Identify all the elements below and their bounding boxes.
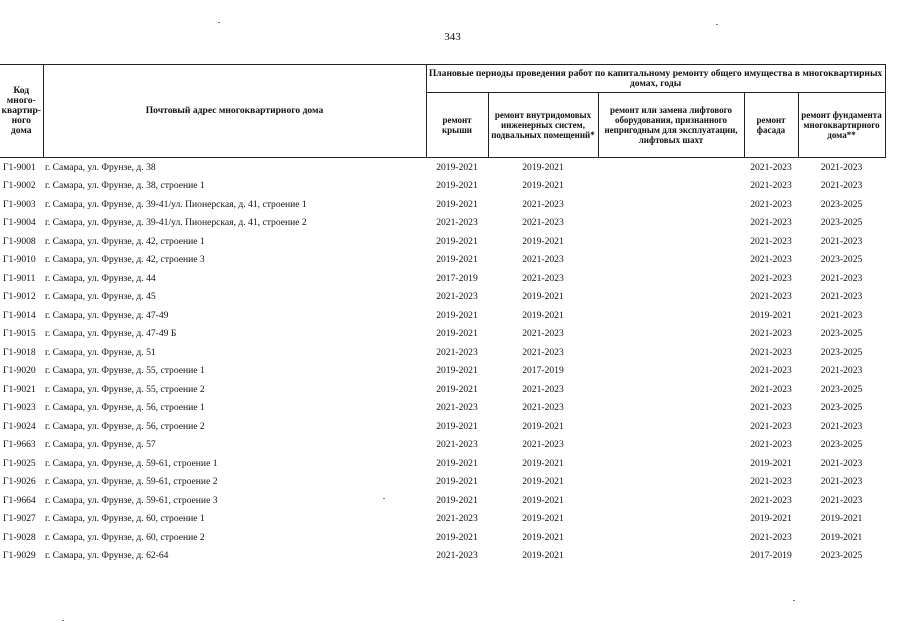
table-row — [0, 251, 885, 270]
roof-period: 2021-2023 — [436, 439, 478, 451]
roof-period: 2019-2021 — [436, 198, 478, 210]
roof-period: 2019-2021 — [436, 365, 478, 377]
house-code: Г1-9026 — [3, 476, 36, 488]
foundation-period: 2021-2023 — [820, 180, 863, 192]
facade-period: 2021-2023 — [750, 291, 792, 303]
header-code: Код много-квартир-ного дома — [0, 65, 43, 158]
scan-speck — [793, 600, 795, 601]
foundation-period: 2023-2025 — [820, 198, 863, 210]
scan-speck — [716, 24, 718, 25]
house-code: Г1-9010 — [3, 254, 36, 266]
foundation-period: 2021-2023 — [820, 457, 863, 469]
house-code: Г1-9024 — [3, 420, 36, 432]
table-row — [0, 214, 885, 233]
elevator-period — [598, 510, 744, 529]
elevator-period — [598, 399, 744, 418]
facade-period: 2021-2023 — [750, 328, 792, 340]
facade-period: 2019-2021 — [750, 457, 792, 469]
house-address: г. Самара, ул. Фрунзе, д. 51 — [45, 346, 156, 358]
facade-period: 2021-2023 — [750, 402, 792, 414]
table-row — [0, 399, 885, 418]
roof-period: 2019-2021 — [436, 180, 478, 192]
table-row — [0, 158, 885, 177]
house-code: Г1-9027 — [3, 513, 36, 525]
table-row — [0, 491, 885, 510]
header-elevator: ремонт или замена лифтового оборудования, признанного непригодным для эксплуатации, лифтовых шахт — [598, 93, 744, 158]
facade-period: 2021-2023 — [750, 161, 792, 173]
roof-period: 2017-2019 — [436, 272, 478, 284]
house-address: г. Самара, ул. Фрунзе, д. 59-61, строение 3 — [45, 494, 218, 506]
roof-period: 2019-2021 — [436, 531, 478, 543]
table-row — [0, 362, 885, 381]
systems-period: 2021-2023 — [522, 217, 564, 229]
house-code: Г1-9029 — [3, 550, 36, 562]
house-code: Г1-9004 — [3, 217, 36, 229]
roof-period: 2019-2021 — [436, 161, 478, 173]
roof-period: 2019-2021 — [436, 254, 478, 266]
roof-period: 2019-2021 — [436, 420, 478, 432]
systems-period: 2021-2023 — [522, 328, 564, 340]
house-code: Г1-9020 — [3, 365, 36, 377]
header-periods: Плановые периоды проведения работ по капитальному ремонту общего имущества в многоквартирных домах, годы — [426, 65, 885, 93]
facade-period: 2021-2023 — [750, 420, 792, 432]
house-address: г. Самара, ул. Фрунзе, д. 60, строение 1 — [45, 513, 205, 525]
foundation-period: 2021-2023 — [820, 476, 863, 488]
table-row — [0, 288, 885, 307]
facade-period: 2021-2023 — [750, 272, 792, 284]
elevator-period — [598, 343, 744, 362]
house-address: г. Самара, ул. Фрунзе, д. 56, строение 1 — [45, 402, 205, 414]
house-code: Г1-9664 — [3, 494, 36, 506]
table-row — [0, 177, 885, 196]
roof-period: 2019-2021 — [436, 476, 478, 488]
systems-period: 2021-2023 — [522, 383, 564, 395]
table-row — [0, 436, 885, 455]
systems-period: 2021-2023 — [522, 272, 564, 284]
foundation-period: 2021-2023 — [820, 291, 863, 303]
header-roof: ремонт крыши — [426, 93, 488, 158]
elevator-period — [598, 491, 744, 510]
elevator-period — [598, 473, 744, 492]
foundation-period: 2019-2021 — [820, 513, 863, 525]
systems-period: 2019-2021 — [522, 309, 564, 321]
facade-period: 2021-2023 — [750, 235, 792, 247]
house-address: г. Самара, ул. Фрунзе, д. 59-61, строение 1 — [45, 457, 218, 469]
foundation-period: 2021-2023 — [820, 309, 863, 321]
systems-period: 2019-2021 — [522, 161, 564, 173]
elevator-period — [598, 232, 744, 251]
house-address: г. Самара, ул. Фрунзе, д. 60, строение 2 — [45, 531, 205, 543]
foundation-period: 2023-2025 — [820, 550, 863, 562]
systems-period: 2019-2021 — [522, 235, 564, 247]
systems-period: 2019-2021 — [522, 180, 564, 192]
facade-period: 2019-2021 — [750, 513, 792, 525]
table-row — [0, 417, 885, 436]
roof-period: 2021-2023 — [436, 346, 478, 358]
foundation-period: 2023-2025 — [820, 383, 863, 395]
foundation-period: 2023-2025 — [820, 217, 863, 229]
house-code: Г1-9008 — [3, 235, 36, 247]
header-facade: ремонт фасада — [744, 93, 798, 158]
house-address: г. Самара, ул. Фрунзе, д. 47-49 — [45, 309, 169, 321]
systems-period: 2021-2023 — [522, 346, 564, 358]
foundation-period: 2021-2023 — [820, 494, 863, 506]
house-code: Г1-9011 — [3, 272, 36, 284]
table-row — [0, 269, 885, 288]
house-address: г. Самара, ул. Фрунзе, д. 39-41/ул. Пионерская, д. 41, строение 1 — [45, 198, 307, 210]
foundation-period: 2023-2025 — [820, 346, 863, 358]
facade-period: 2021-2023 — [750, 365, 792, 377]
systems-period: 2019-2021 — [522, 550, 564, 562]
page-number: 343 — [444, 31, 461, 43]
foundation-period: 2021-2023 — [820, 235, 863, 247]
table-row — [0, 343, 885, 362]
elevator-period — [598, 251, 744, 270]
systems-period: 2019-2021 — [522, 457, 564, 469]
house-address: г. Самара, ул. Фрунзе, д. 55, строение 2 — [45, 383, 205, 395]
roof-period: 2019-2021 — [436, 328, 478, 340]
roof-period: 2019-2021 — [436, 494, 478, 506]
foundation-period: 2021-2023 — [820, 272, 863, 284]
systems-period: 2019-2021 — [522, 513, 564, 525]
systems-period: 2021-2023 — [522, 402, 564, 414]
house-code: Г1-9028 — [3, 531, 36, 543]
header-systems: ремонт внутридомовых инженерных систем, подвальных помещений* — [488, 93, 598, 158]
house-address: г. Самара, ул. Фрунзе, д. 38, строение 1 — [45, 180, 205, 192]
foundation-period: 2021-2023 — [820, 365, 863, 377]
facade-period: 2021-2023 — [750, 180, 792, 192]
house-code: Г1-9012 — [3, 291, 36, 303]
elevator-period — [598, 195, 744, 214]
roof-period: 2019-2021 — [436, 457, 478, 469]
elevator-period — [598, 454, 744, 473]
roof-period: 2021-2023 — [436, 550, 478, 562]
house-address: г. Самара, ул. Фрунзе, д. 45 — [45, 291, 156, 303]
house-code: Г1-9025 — [3, 457, 36, 469]
systems-period: 2021-2023 — [522, 439, 564, 451]
scan-speck — [62, 620, 64, 621]
foundation-period: 2019-2021 — [820, 531, 863, 543]
house-address: г. Самара, ул. Фрунзе, д. 42, строение 1 — [45, 235, 205, 247]
table-row — [0, 380, 885, 399]
facade-period: 2021-2023 — [750, 198, 792, 210]
systems-period: 2021-2023 — [522, 254, 564, 266]
elevator-period — [598, 380, 744, 399]
house-code: Г1-9014 — [3, 309, 36, 321]
elevator-period — [598, 436, 744, 455]
elevator-period — [598, 158, 744, 177]
house-address: г. Самара, ул. Фрунзе, д. 59-61, строение 2 — [45, 476, 218, 488]
elevator-period — [598, 417, 744, 436]
facade-period: 2021-2023 — [750, 439, 792, 451]
house-address: г. Самара, ул. Фрунзе, д. 38 — [45, 161, 156, 173]
facade-period: 2019-2021 — [750, 309, 792, 321]
house-address: г. Самара, ул. Фрунзе, д. 44 — [45, 272, 156, 284]
table-row — [0, 232, 885, 251]
foundation-period: 2021-2023 — [820, 420, 863, 432]
table-header — [0, 65, 885, 158]
foundation-period: 2023-2025 — [820, 328, 863, 340]
roof-period: 2019-2021 — [436, 309, 478, 321]
scan-speck — [383, 498, 385, 499]
facade-period: 2021-2023 — [750, 346, 792, 358]
facade-period: 2017-2019 — [750, 550, 792, 562]
foundation-period: 2021-2023 — [820, 161, 863, 173]
systems-period: 2017-2019 — [522, 365, 564, 377]
house-address: г. Самара, ул. Фрунзе, д. 55, строение 1 — [45, 365, 205, 377]
systems-period: 2021-2023 — [522, 198, 564, 210]
house-code: Г1-9003 — [3, 198, 36, 210]
house-code: Г1-9663 — [3, 439, 36, 451]
elevator-period — [598, 547, 744, 566]
house-address: г. Самара, ул. Фрунзе, д. 42, строение 3 — [45, 254, 205, 266]
roof-period: 2021-2023 — [436, 217, 478, 229]
elevator-period — [598, 288, 744, 307]
roof-period: 2019-2021 — [436, 235, 478, 247]
header-foundation: ремонт фундамента многоквартирного дома** — [798, 93, 885, 158]
house-address: г. Самара, ул. Фрунзе, д. 57 — [45, 439, 156, 451]
table-row — [0, 306, 885, 325]
facade-period: 2021-2023 — [750, 383, 792, 395]
roof-period: 2019-2021 — [436, 383, 478, 395]
table-row — [0, 195, 885, 214]
elevator-period — [598, 325, 744, 344]
header-address: Почтовый адрес многоквартирного дома — [43, 65, 426, 158]
foundation-period: 2023-2025 — [820, 254, 863, 266]
systems-period: 2019-2021 — [522, 494, 564, 506]
house-code: Г1-9021 — [3, 383, 36, 395]
house-code: Г1-9015 — [3, 328, 36, 340]
table-row — [0, 510, 885, 529]
house-address: г. Самара, ул. Фрунзе, д. 56, строение 2 — [45, 420, 205, 432]
house-code: Г1-9023 — [3, 402, 36, 414]
house-address: г. Самара, ул. Фрунзе, д. 47-49 Б — [45, 328, 177, 340]
table-row — [0, 454, 885, 473]
table-row — [0, 528, 885, 547]
roof-period: 2021-2023 — [436, 402, 478, 414]
roof-period: 2021-2023 — [436, 291, 478, 303]
table-row — [0, 325, 885, 344]
table-row — [0, 547, 885, 566]
scan-speck — [218, 22, 220, 23]
capital-repair-table — [0, 64, 886, 565]
table-body — [0, 158, 885, 566]
elevator-period — [598, 214, 744, 233]
foundation-period: 2023-2025 — [820, 439, 863, 451]
facade-period: 2021-2023 — [750, 494, 792, 506]
roof-period: 2021-2023 — [436, 513, 478, 525]
elevator-period — [598, 362, 744, 381]
elevator-period — [598, 528, 744, 547]
facade-period: 2021-2023 — [750, 531, 792, 543]
systems-period: 2019-2021 — [522, 476, 564, 488]
house-code: Г1-9001 — [3, 161, 36, 173]
house-code: Г1-9018 — [3, 346, 36, 358]
house-address: г. Самара, ул. Фрунзе, д. 39-41/ул. Пионерская, д. 41, строение 2 — [45, 217, 307, 229]
facade-period: 2021-2023 — [750, 217, 792, 229]
house-code: Г1-9002 — [3, 180, 36, 192]
systems-period: 2019-2021 — [522, 291, 564, 303]
facade-period: 2021-2023 — [750, 254, 792, 266]
systems-period: 2019-2021 — [522, 420, 564, 432]
house-address: г. Самара, ул. Фрунзе, д. 62-64 — [45, 550, 169, 562]
foundation-period: 2023-2025 — [820, 402, 863, 414]
elevator-period — [598, 306, 744, 325]
systems-period: 2019-2021 — [522, 531, 564, 543]
elevator-period — [598, 269, 744, 288]
facade-period: 2021-2023 — [750, 476, 792, 488]
elevator-period — [598, 177, 744, 196]
table-row — [0, 473, 885, 492]
